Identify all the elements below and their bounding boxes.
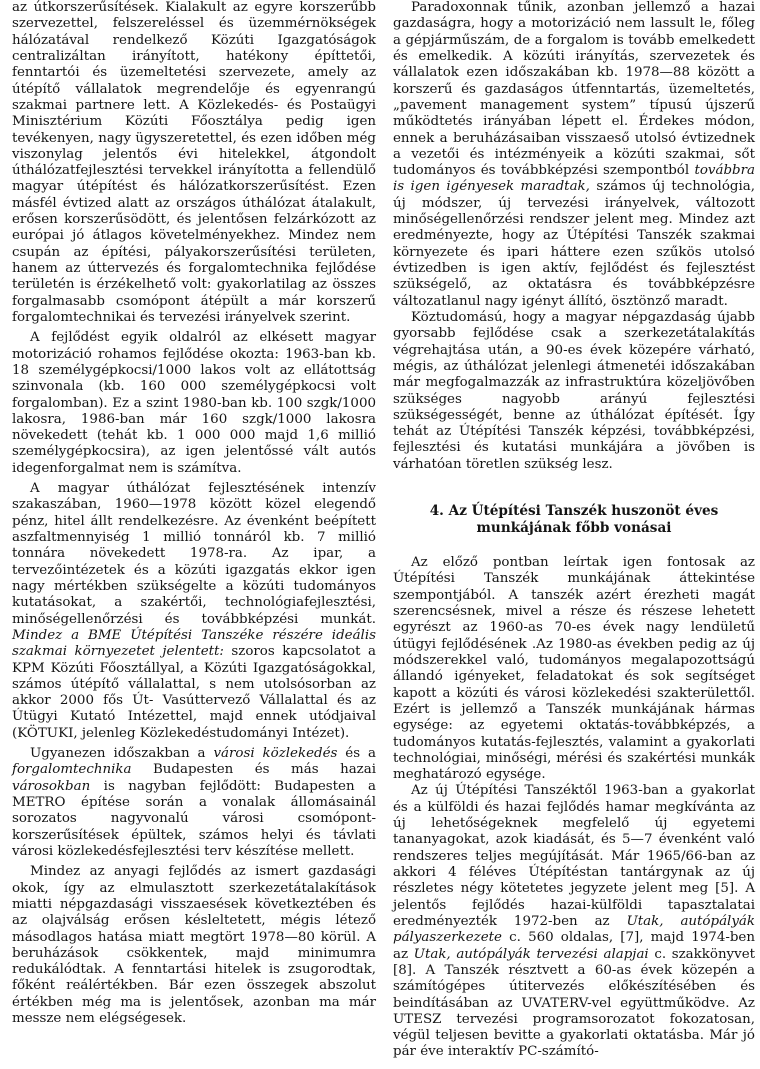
paragraph: Az előző pontban leírtak igen fontosak az Útépítési Tanszék munkájának áttekintése szempontjából. A tanszék azért érezheti magát szerencsésnek, mivel a része és részese lehetett egyrészt az 1960-as 70-es évek nagy lendületű útügyi fejlődésének .Az 1980-as években pedig az új módszerekkel való, tudományos megalapozottságú állandó igényeket, feladatokat és sok segítséget kapott a közúti és városi közlekedési szakterülettől. Ezért is jellemző a Tanszék munkájának hármas egysége: az egyetemi oktatás-továbbképzés, a tudományos kutatás-fejlesztés, valamint a gyakorlati technológiai, minőségi, mérési és szakértési munkák meghatározó egysége. — [393, 555, 755, 783]
paragraph — [393, 0, 755, 310]
paragraph: az útkorszerűsítések. Kialakult az egyre korszerűbb szervezettel, felszereléssel és üzemmérnökségek hálózatával rendelkező Közúti Igazgatóságok centralizáltan irányított, hatékony építtetői, fenntartói és üzemeltetési szervezete, amely az útépítő vállalatok megrendelője és egyenrangú szakmai partnere lett. A Közlekedés- és Postaügyi Minisztérium Közúti Főosztálya pedig igen tevékenyen, nagy ügyszeretettel, és ezen időben még viszonylag jelentős évi hitelekkel, átgondolt úthálózatfejlesztési tervekkel irányította a fellendülő magyar útépítést és hálózatkorszerűsítést. Ezen másfél évtized alatt az országos úthálózat átalakult, erősen korszerűsödött, és jelentősen felzárkózott az európai jó átlagos követelményekhez. Mindez nem csupán az építési, pályakorszerűsítési területen, hanem az úttervezés és forgalomtechnika fejlődése területén is érzékelhető volt: gyakorlatilag az összes forgalmasabb csomópont átépült a már korszerű forgalomtechnikai és tervezési irányelvek szerint. — [12, 0, 376, 325]
paragraph-text: c. szakkönyvet [8]. A Tanszék résztvett a 60-as évek közepén a számítógépes útitervezés előkészítésében és beindításában az UVATERV-vel együttműködve. Az UTESZ tervezési programsorozatot fokozatosan, végül teljesen bevitte a gyakorlati oktatásba. Már jó pár éve interaktív PC-számító- — [393, 946, 755, 1060]
paragraph-text: szoros kapcsolatot a KPM Közúti Főosztállyal, a Közúti Igazgatóságokkal, számos útépítő vállalattal, s nem utolsósorban az akkor 2000 fős Út- Vasúttervező Vállalattal és az Útügyi Kutató Intézettel, majd ennek utódjaival (KÖTUKI, jelenleg Közlekedéstudományi Intézet). — [12, 644, 376, 741]
paragraph: A fejlődést egyik oldalról az elkésett magyar motorizáció rohamos fejlődése okozta: 1963-ban kb. 18 személygépkocsi/1000 lakos volt az ellátottság szinvonala (kb. 160 000 személygépkocsi volt forgalomban). Ez a szint 1980-ban kb. 100 szgk/1000 lakosra, 1986-ban már 160 szgk/1000 lakosra növekedett (tehát kb. 1 000 000 majd 1,6 millió személygépkocsira), az igen jelentőssé vált autós idegenforgalmat nem is számítva. — [12, 330, 376, 476]
paragraph: Köztudomású, hogy a magyar népgazdaság újabb gyorsabb fejlődése csak a szerkezetátalakítás végrehajtása után, a 90-es évek közepére várható, mégis, az úthálózat jelenlegi átmenetéi időszakában már megfogalmazzák az infrastruktúra közeljövőben szükséges nagyobb arányú fejlesztési szükségességét, benne az úthálózat építését. Így tehát az Útépítési Tanszék képzési, továbbképzési, fejlesztési és kutatási munkájára a jövőben is várhatóan töretlen szükség lesz. — [393, 309, 755, 472]
paragraph-text: c. 560 oldalas, [7], majd 1974-ben az — [393, 930, 755, 962]
paragraph-text: Az új Útépítési Tanszéktől 1963-ban a gyakorlat és a külföldi és hazai fejlődés hamar megkívánta az új lehetőségeknek megfelelő új egyetemi tananyagokat, azok kiadását, és 5—7 évenként való rendszeres teljes megújítását. Már 1965/66-ban az akkori 4 féléves Útépítéstan tantárgynak az új részletes négy kötetetes jegyzete jelent meg [5]. A jelentős fejlődés hazai-külföldi tapasztalatai eredményezték 1972-ben az — [393, 783, 755, 929]
paragraph-text: Budapesten és más hazai — [131, 762, 376, 778]
emphasis-text: Utak, autópályák pályaszerkezete — [393, 913, 755, 946]
left-column — [12, 0, 376, 1027]
emphasis-text: városokban — [12, 778, 91, 794]
paragraph-text: A magyar úthálózat fejlesztésének intenzív szakaszában, 1960—1978 között közel elegendő pénz, hitel állt rendelkezésre. Az évenként beépített aszfaltmennyiség 1 millió tonnáról kb. 7 millió tonnára növekedett 1978-ra. Az ipar, a tervezőintézetek és a közúti igazgatás ekkor igen nagy mértékben szükségelte a közúti tudományos kutatásokat, a szakértői, technológiafejlesztési, minőségellenőrzési és továbbképzési munkát. — [12, 481, 376, 627]
paragraph-text: és a — [337, 746, 376, 762]
emphasis-text: továbbra is igen igényesek maradtak, — [393, 163, 755, 195]
section-heading: 4. Az Útépítési Tanszék huszonöt éves munkájának főbb vonásai — [429, 503, 719, 537]
paragraph — [393, 783, 755, 1060]
emphasis-text: városi közlekedés — [213, 746, 338, 762]
paragraph: Mindez az anyagi fejlődés az ismert gazdasági okok, így az elmulasztott szerkezetátalakítások miatti népgazdasági visszaesések következtében és az olajválság erősen késleltetett, mégis létező másodlagos hatása miatt megtört 1978—80 körül. A beruházások csökkentek, majd minimumra redukálódtak. A fenntartási hitelek is zsugorodtak, főként reálértékben. Bár ezen összegek abszolut értékben még ma is jelentősek, azonban ma már messze nem elégségesek. — [12, 864, 376, 1027]
paragraph — [12, 746, 376, 860]
paragraph — [12, 481, 376, 742]
paragraph-text: számos új technológia, új módszer, új tervezési irányelvek, változott minőségellenőrzési rendszer jelent meg. Mindez azt eredményezte, hogy az Útépítési Tanszék szakmai környezete és ipari háttere ezen szűkös utolsó évtizedben is igen aktív, fejlődést és fejlesztést szükségelő, az oktatásra és továbbképzésre változatlanul nagy igényt állító, ösztönző maradt. — [393, 179, 755, 309]
paragraph-text: Paradoxonnak tűnik, azonban jellemző a hazai gazdaságra, hogy a motorizáció nem lassult le, főleg a gépjárműszám, de a forgalom is tovább emelkedett és emelkedik. A közúti irányítás, szervezetek és vállalatok ezen időszakában kb. 1978—88 között a korszerű és gazdaságos útfenntartás, üzemeltetés, „pavement management system” típusú újszerű működtetés irányában lépett el. Érdekes módon, ennek a beruházásaiban visszaeső utolsó évtizednek a vezetői és intézményeik a közúti szakmai, sőt tudományos és továbbképzési szempontból — [393, 0, 755, 179]
paragraph-text: Ugyanezen időszakban a — [30, 746, 214, 762]
emphasis-text: Mindez a BME Útépítési Tanszéke részére ideális szakmai környezetet jelentett: — [12, 627, 376, 660]
emphasis-text: forgalomtechnika — [12, 762, 132, 778]
emphasis-text: Utak, autópályák tervezési alapjai — [413, 946, 649, 962]
paragraph-text: is nagyban fejlődött: Budapesten a METRO építése során a vonalak állomásainál sorozatos nagyvonalú városi csomópont-korszerűsítések épültek, számos helyi és távlati városi közlekedésfejlesztési terv készítése mellett. — [12, 778, 376, 859]
right-column — [393, 0, 755, 1061]
